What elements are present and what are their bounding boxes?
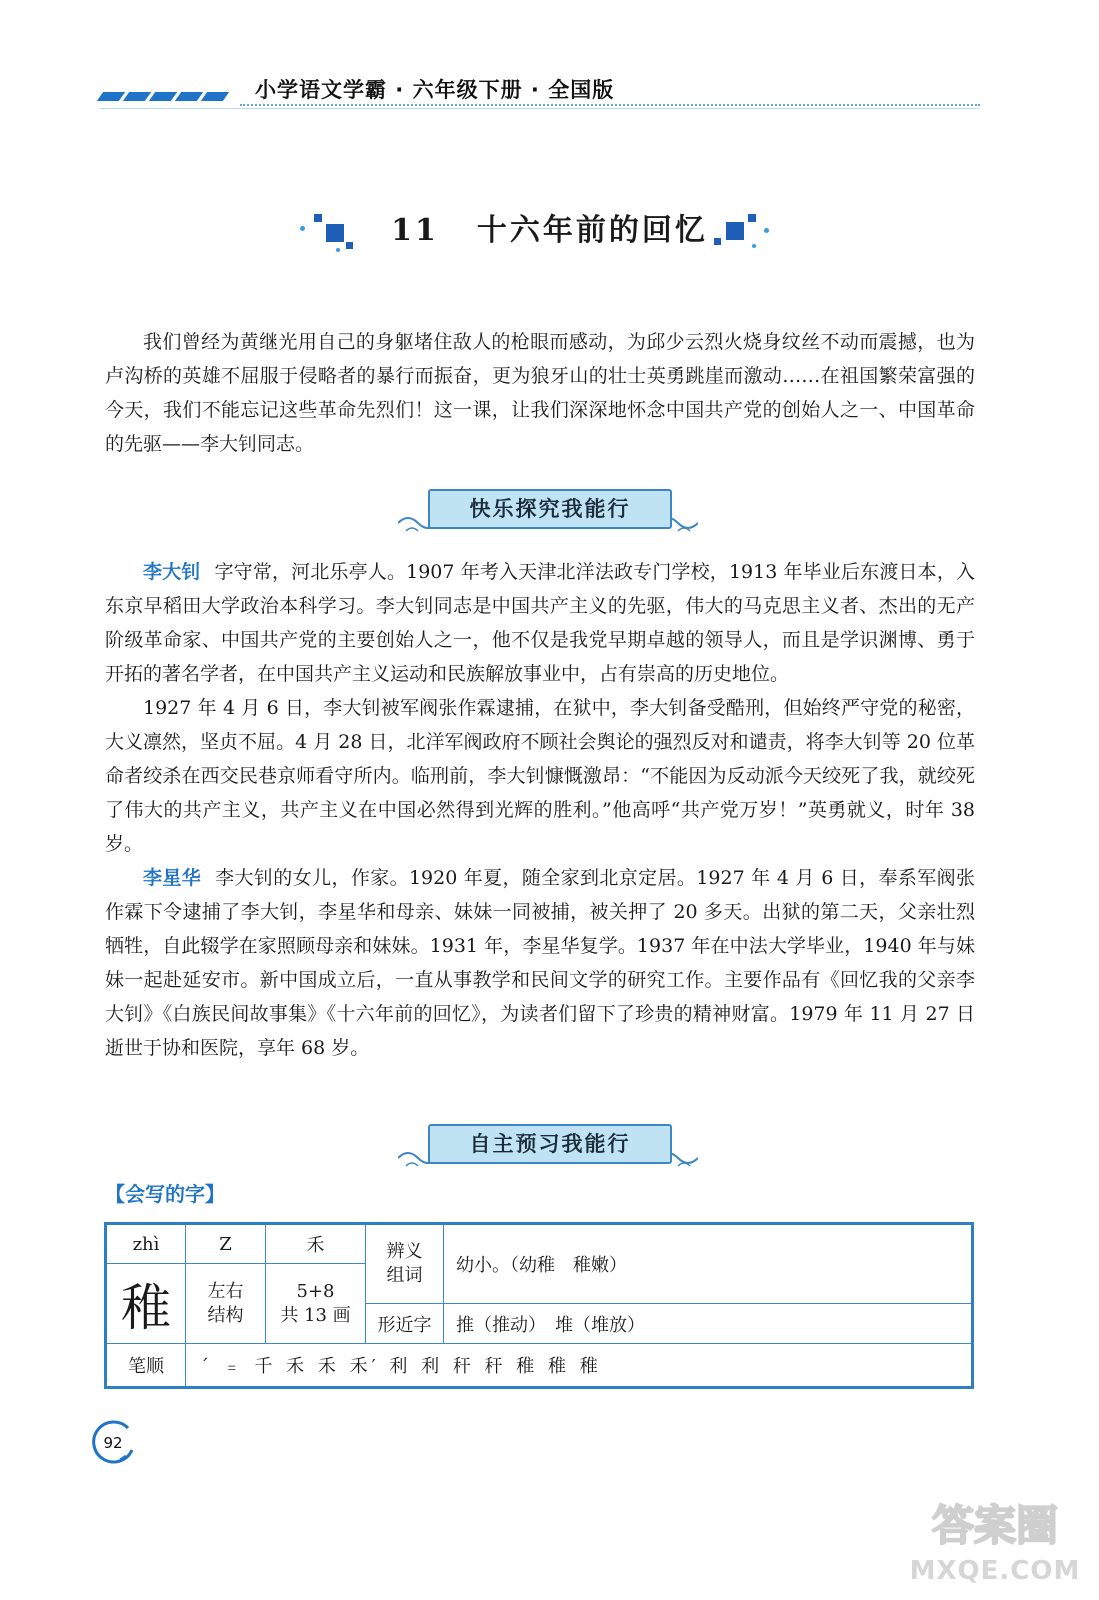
page-number: 92 — [103, 1434, 123, 1452]
meaning-label-cell — [366, 1224, 444, 1304]
watermark-logo — [910, 1498, 1080, 1550]
similar-label-cell: 形近字 — [366, 1304, 444, 1344]
lesson-name: 十六年前的回忆 — [476, 213, 708, 248]
section-title-explore: 快乐探究我能行 — [428, 489, 672, 529]
header-rule — [100, 108, 980, 109]
header-stripes-decoration — [100, 92, 226, 101]
intro-paragraph — [105, 325, 975, 461]
intro-text: 我们曾经为黄继光用自己的身躯堵住敌人的枪眼而感动，为邱少云烈火烧身纹丝不动而震撼，也为卢沟桥的英雄不屈服于侵略者的暴行而振奋，更为狼牙山的壮士英勇跳崖而激动……在祖国繁荣富强的今天，我们不能忘记这些革命先烈们！这一课，让我们深深地怀念中国共产党的创始人之一、中国革命的先驱——李大钊同志。 — [105, 331, 975, 455]
meaning-label-line1: 辨义 — [386, 1241, 423, 1262]
stroke-order-label-cell: 笔顺 — [106, 1344, 186, 1388]
bio-execution-paragraph: 1927 年 4 月 6 日，李大钊被军阀张作霖逮捕，在狱中，李大钊备受酷刑，但始终严守党的秘密，大义凛然，坚贞不屈。4 月 28 日，北洋军阀政府不顾社会舆论的强烈反对和谴责，将李大钊等 20 位革命者绞杀在西交民巷京师看守所内。临刑前，李大钊慷慨激昂：“不能因为反动派今天绞死了我，就绞死了伟大的共产主义，共产主义在中国必然得到光辉的胜利。”他高呼“共产党万岁！”英勇就义，时年 38 岁。 — [105, 697, 975, 855]
writable-characters-label: 【会写的字】 — [105, 1182, 225, 1206]
table-row — [106, 1344, 973, 1388]
section-banner-explore — [398, 485, 698, 545]
bio-li-xinghua — [105, 861, 975, 1065]
bio-text-li-dazhao: 字守常，河北乐亭人。1907 年考入天津北洋法政专门学校，1913 年毕业后东渡日本，入东京早稻田大学政治本科学习。李大钊同志是中国共产主义的先驱，伟大的马克思主义者、杰出的无产阶级革命家、中国共产党的主要创始人之一，他不仅是我党早期卓越的领导人，而且是学识渊博、勇于开拓的著名学者，在中国共产主义运动和民族解放事业中，占有崇高的历史地位。 — [105, 561, 975, 685]
lesson-title — [0, 205, 1099, 249]
meaning-label-line2: 组词 — [386, 1265, 423, 1286]
bio-name-li-dazhao: 李大钊 — [143, 561, 201, 583]
target-character: 稚 — [106, 1264, 186, 1344]
strokes-line2: 共 13 画 — [280, 1304, 351, 1326]
title-right-decoration-icon — [712, 212, 782, 252]
strokes-cell — [266, 1264, 366, 1344]
book-title: 小学语文学霸 · 六年级下册 · 全国版 — [255, 78, 615, 102]
structure-line2: 结构 — [207, 1304, 244, 1326]
strokes-line1: 5+8 — [296, 1280, 335, 1302]
header-dotted-rule — [240, 104, 980, 106]
watermark-site: MXQE.COM — [909, 1556, 1081, 1586]
watermark-logo-text: 答案圈 — [931, 1501, 1059, 1550]
meaning-cell: 幼小。（幼稚 稚嫩） — [444, 1224, 973, 1304]
radical-cell: 禾 — [266, 1224, 366, 1264]
character-table — [104, 1222, 974, 1389]
section-banner-preview — [398, 1120, 698, 1180]
watermark — [900, 1498, 1090, 1594]
structure-line1: 左右 — [207, 1280, 244, 1302]
lesson-number: 11 — [391, 213, 439, 248]
similar-cell: 推（推动） 堆（堆放） — [444, 1304, 973, 1344]
initial-cell: Z — [186, 1224, 266, 1264]
stroke-order-cell: ´ ﹦ 千 禾 禾 禾′ 利 利 秆 秆 稚 稚 稚 — [186, 1344, 973, 1388]
structure-cell — [186, 1264, 266, 1344]
section-title-preview: 自主预习我能行 — [428, 1124, 672, 1164]
bio-name-li-xinghua: 李星华 — [143, 867, 202, 889]
bio-li-dazhao — [105, 555, 975, 691]
table-row — [106, 1224, 973, 1264]
page-number-badge — [90, 1420, 136, 1466]
pinyin-cell: zhì — [106, 1224, 186, 1264]
biography-section — [105, 555, 975, 1065]
running-header — [100, 72, 980, 112]
bio-text-li-xinghua: 李大钊的女儿，作家。1920 年夏，随全家到北京定居。1927 年 4 月 6 日，奉系军阀张作霖下令逮捕了李大钊，李星华和母亲、妹妹一同被捕，被关押了 20 多天。出狱的第二天，父亲壮烈牺牲，自此辍学在家照顾母亲和妹妹。1931 年，李星华复学。1937 年在中法大学毕业，1940 年与妹妹一起赴延安市。新中国成立后，一直从事教学和民间文学的研究工作。主要作品有《回忆我的父亲李大钊》《白族民间故事集》《十六年前的回忆》，为读者们留下了珍贵的精神财富。1979 年 11 月 27 日逝世于协和医院，享年 68 岁。 — [105, 867, 975, 1059]
